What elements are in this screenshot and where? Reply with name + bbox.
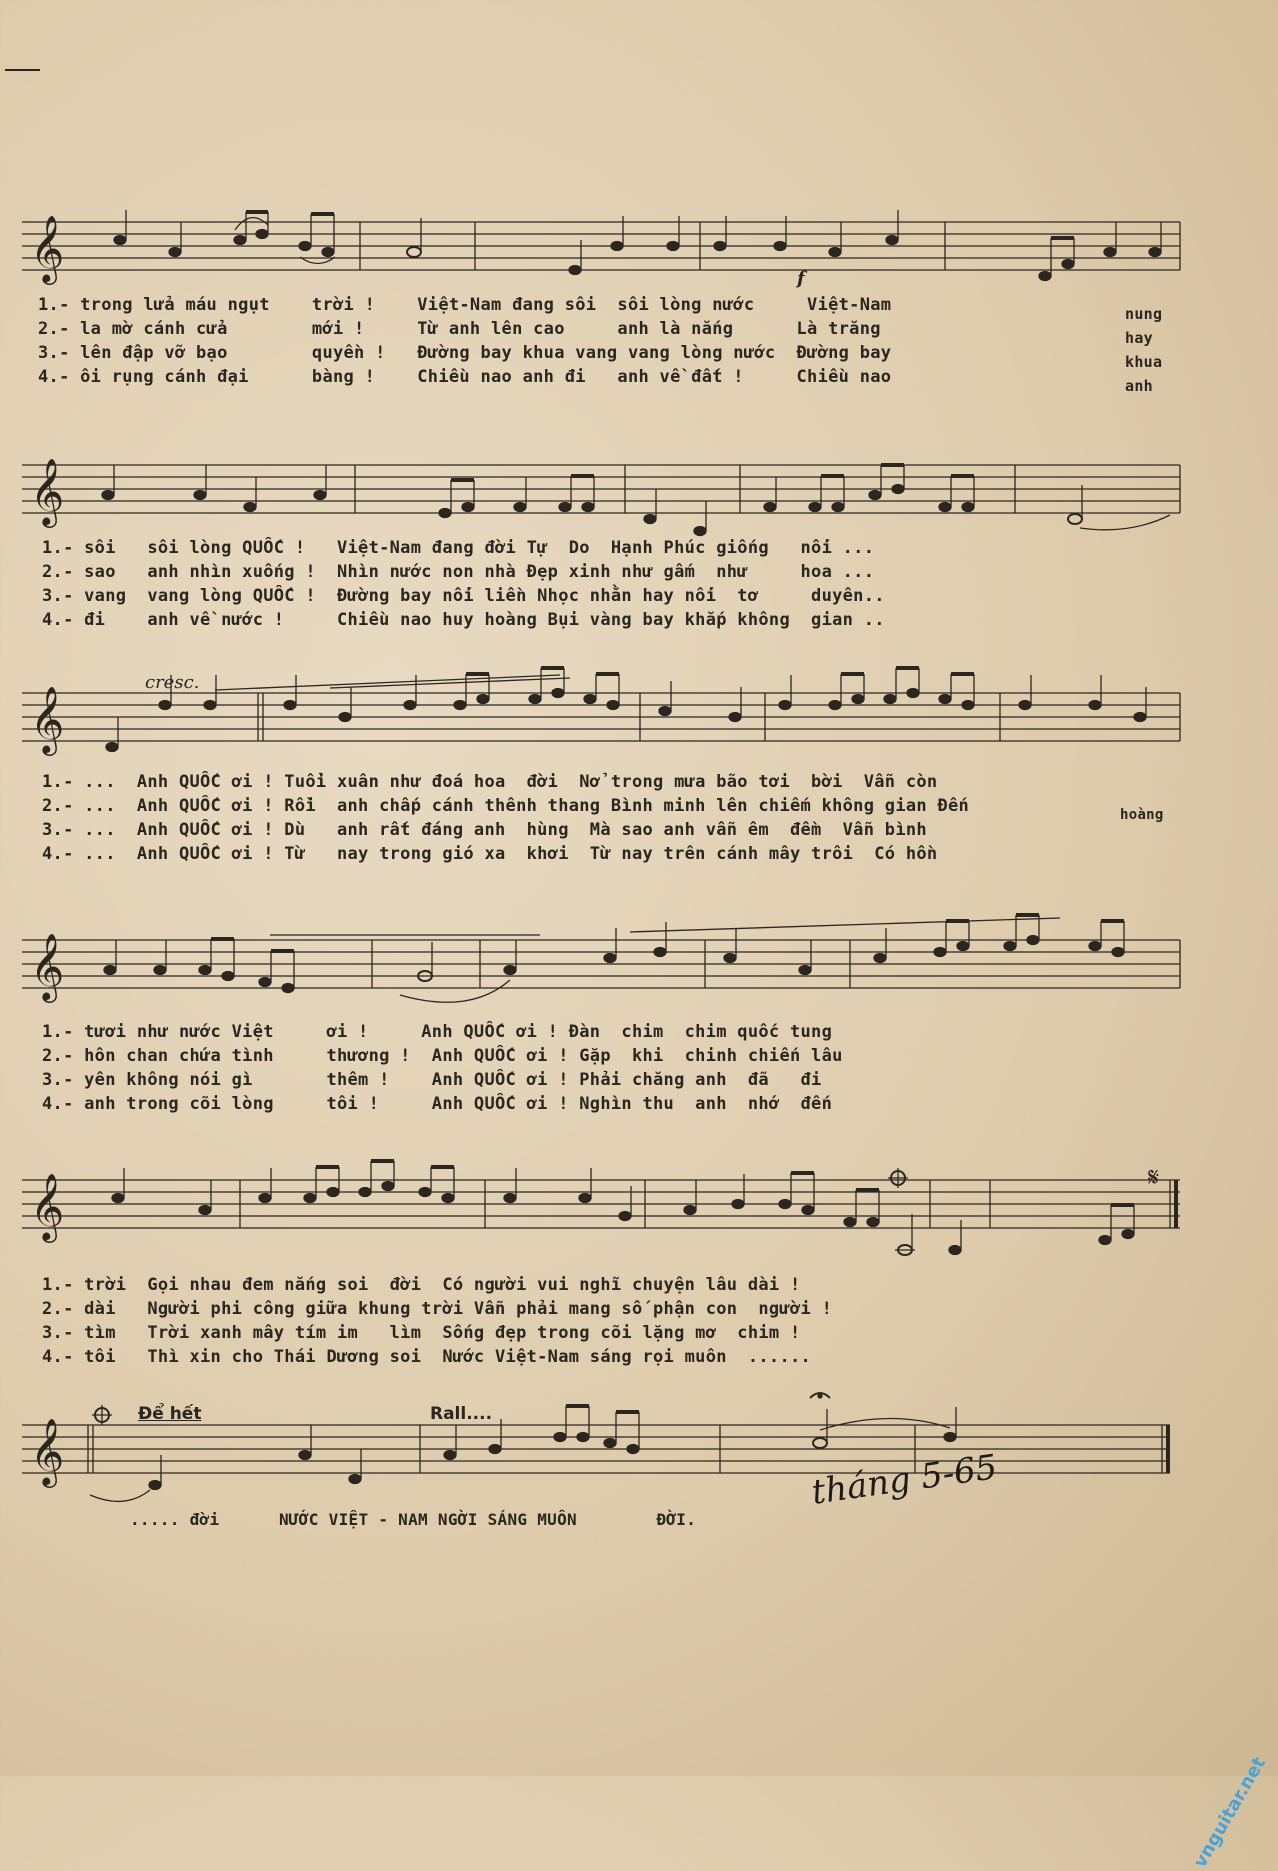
coda-label: Để hết [138, 1404, 201, 1424]
final-line: ..... đời NƯỚC VIỆT - NAM NGỜI SÁNG MUÔN ĐỜI. [130, 1510, 696, 1529]
verse-1-line: 1.- trong lửa máu ngụt trời ! Việt-Nam đang sôi sôi lòng nước Việt-Nam [38, 295, 891, 315]
verse-3-line: 3.- vang vang lòng QUỐC ! Đường bay nối liền Nhọc nhằn hay nối tơ duyên.. [42, 586, 885, 606]
verse-1-line: 1.- tươi như nước Việt ơi ! Anh QUỐC ơi ! Đàn chim chim quốc tung [42, 1022, 832, 1042]
verse-2-line: 2.- dài Người phi công giữa khung trời Vẫn phải mang số phận con người ! [42, 1299, 832, 1319]
verse-1-line: 1.- sôi sôi lòng QUỐC ! Việt-Nam đang đời Tự Do Hạnh Phúc giống nối ... [42, 538, 874, 558]
system-3-extra: hoàng [1120, 807, 1164, 823]
ending-2: hay [1125, 329, 1153, 347]
verse-4-line: 4.- anh trong cõi lòng tôi ! Anh QUỐC ơi ! Nghìn thu anh nhớ đến [42, 1094, 832, 1114]
system-3-lyrics [42, 772, 63, 872]
staff-2 [22, 457, 1180, 536]
system-4-lyrics [42, 1022, 63, 1122]
staff-1 [22, 210, 1180, 285]
ending-3: khua [1125, 353, 1162, 371]
verse-2-line: 2.- hôn chan chứa tình thương ! Anh QUỐC ơi ! Gặp khi chinh chiến lâu [42, 1046, 843, 1066]
verse-3-line: 3.- ... Anh QUỐC ơi ! Dù anh rất đáng anh hùng Mà sao anh vẫn êm đềm Vẫn bình [42, 820, 927, 840]
verse-2-line: 2.- sao anh nhìn xuống ! Nhìn nước non nhà Đẹp xinh như gấm như hoa ... [42, 562, 874, 582]
staff-5 [22, 1161, 1180, 1255]
ending-4: anh [1125, 377, 1153, 395]
verse-3-line: 3.- yên không nói gì thêm ! Anh QUỐC ơi ! Phải chăng anh đã đi [42, 1070, 822, 1090]
verse-4-line: 4.- ôi rụng cánh đại bàng ! Chiều nao anh đi anh về đất ! Chiều nao [38, 367, 891, 387]
svg-text:𝄞: 𝄞 [30, 932, 64, 1003]
verse-3-line: 3.- tìm Trời xanh mây tím im lìm Sống đẹp trong cõi lặng mơ chim ! [42, 1323, 801, 1343]
svg-text:𝄋: 𝄋 [1148, 1163, 1159, 1193]
staff-4 [22, 915, 1180, 1003]
forte-mark: f [797, 268, 805, 289]
cresc-marking: cresc. [145, 672, 199, 693]
verse-1-line: 1.- trời Gọi nhau đem nắng soi đời Có người vui nghĩ chuyện lâu dài ! [42, 1275, 801, 1295]
system-5-lyrics [42, 1275, 63, 1375]
verse-2-line: 2.- ... Anh QUỐC ơi ! Rồi anh chấp cánh thênh thang Bình minh lên chiếm không gian Đến [42, 796, 969, 816]
system-2-lyrics [42, 538, 63, 638]
svg-text:𝄞: 𝄞 [30, 214, 64, 285]
verse-4-line: 4.- ... Anh QUỐC ơi ! Từ nay trong gió xa khơi Từ nay trên cánh mây trôi Có hồn [42, 844, 937, 864]
verse-3-line: 3.- lên đập vỡ bạo quyền ! Đường bay khua vang vang lòng nước Đường bay [38, 343, 891, 363]
rall-marking: Rall.... [430, 1404, 492, 1424]
verse-4-line: 4.- tôi Thì xin cho Thái Dương soi Nước Việt-Nam sáng rọi muôn ...... [42, 1347, 811, 1367]
system-1-endings [1125, 305, 1144, 395]
verse-4-line: 4.- đi anh về nước ! Chiều nao huy hoàng Bụi vàng bay khắp không gian .. [42, 610, 885, 630]
svg-text:𝄞: 𝄞 [30, 685, 64, 756]
watermark: vnguitar.net [1190, 1754, 1270, 1871]
svg-text:𝄞: 𝄞 [30, 1172, 64, 1243]
ending-1: nung [1125, 305, 1162, 323]
system-6-lyrics [130, 1510, 150, 1548]
verse-2-line: 2.- la mờ cánh cửa mới ! Từ anh lên cao anh là nắng Là trăng [38, 319, 881, 339]
svg-text:𝄞: 𝄞 [30, 457, 64, 528]
svg-text:𝄞: 𝄞 [30, 1417, 64, 1488]
verse-1-line: 1.- ... Anh QUỐC ơi ! Tuổi xuân như đoá hoa đời Nở trong mưa bão tơi bời Vẫn còn [42, 772, 937, 792]
handwritten-signature: tháng 5-65 [809, 1447, 999, 1513]
system-1-lyrics [38, 295, 59, 395]
